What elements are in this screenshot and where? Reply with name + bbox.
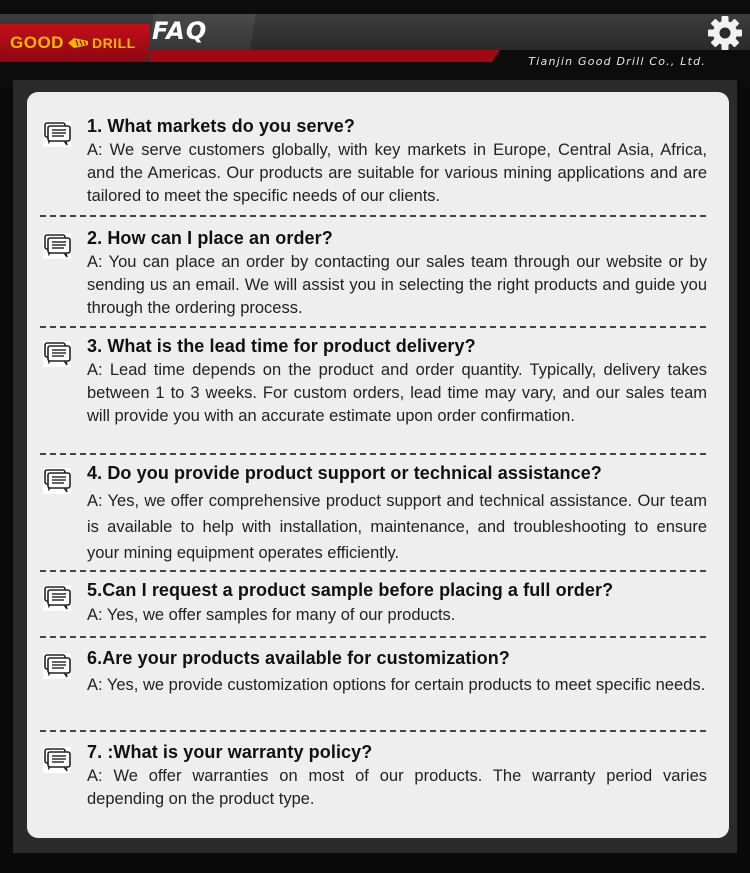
chat-bubble-icon [42, 584, 72, 612]
chat-bubble-icon [42, 340, 72, 368]
faq-question: 5.Can I request a product sample before placing a full order? [87, 580, 614, 600]
accent-stripe [150, 50, 500, 62]
dashed-divider [40, 326, 706, 328]
header-bar [0, 0, 750, 86]
dashed-divider [40, 215, 706, 217]
faq-question: 2. How can I place an order? [87, 228, 333, 248]
dashed-divider [40, 570, 706, 572]
faq-answer: A: You can place an order by contacting our sales team through our website or by sending us an email. We will assist you in selecting the right products and guide you through the ordering process. [87, 253, 707, 317]
chat-bubble-icon [42, 652, 72, 680]
faq-question: 1. What markets do you serve? [87, 116, 355, 136]
chat-bubble-icon [42, 232, 72, 260]
brand-logo [10, 33, 136, 53]
faq-answer: A: Lead time depends on the product and order quantity. Typically, delivery takes between 1 to 3 weeks. For custom orders, lead time may vary, and our sales team will provide you with an accurate estimate upon order confirmation. [87, 361, 707, 425]
faq-answer: A: Yes, we offer comprehensive product support and technical assistance. Our team is available to help with installation, maintenance, and troubleshooting to ensure your mining equipment operates efficiently. [87, 492, 707, 562]
dashed-divider [40, 453, 706, 455]
page-title: FAQ [152, 17, 208, 45]
gear-icon[interactable] [706, 14, 744, 52]
chat-bubble-icon [42, 120, 72, 148]
dashed-divider [40, 730, 706, 732]
faq-question: 3. What is the lead time for product delivery? [87, 336, 476, 356]
faq-answer: A: Yes, we offer samples for many of our products. [87, 606, 456, 624]
chat-bubble-icon [42, 467, 72, 495]
drill-bit-icon [68, 37, 88, 49]
logo-text-left: GOOD [10, 33, 64, 52]
faq-answer: A: We serve customers globally, with key markets in Europe, Central Asia, Africa, and the Americas. Our products are suitable for various mining applications and are tailored to meet the specific needs of our clients. [87, 141, 707, 205]
faq-question: 6.Are your products available for customization? [87, 648, 510, 668]
faq-answer: A: We offer warranties on most of our products. The warranty period varies depending on the product type. [87, 767, 707, 808]
logo-text-right: DRILL [91, 35, 136, 51]
chat-bubble-icon [42, 746, 72, 774]
faq-question: 7. :What is your warranty policy? [87, 742, 373, 762]
company-name: Tianjin Good Drill Co., Ltd. [528, 55, 706, 68]
dashed-divider [40, 636, 706, 638]
faq-answer: A: Yes, we provide customization options for certain products to meet specific needs. [87, 676, 706, 694]
faq-question: 4. Do you provide product support or technical assistance? [87, 463, 602, 483]
